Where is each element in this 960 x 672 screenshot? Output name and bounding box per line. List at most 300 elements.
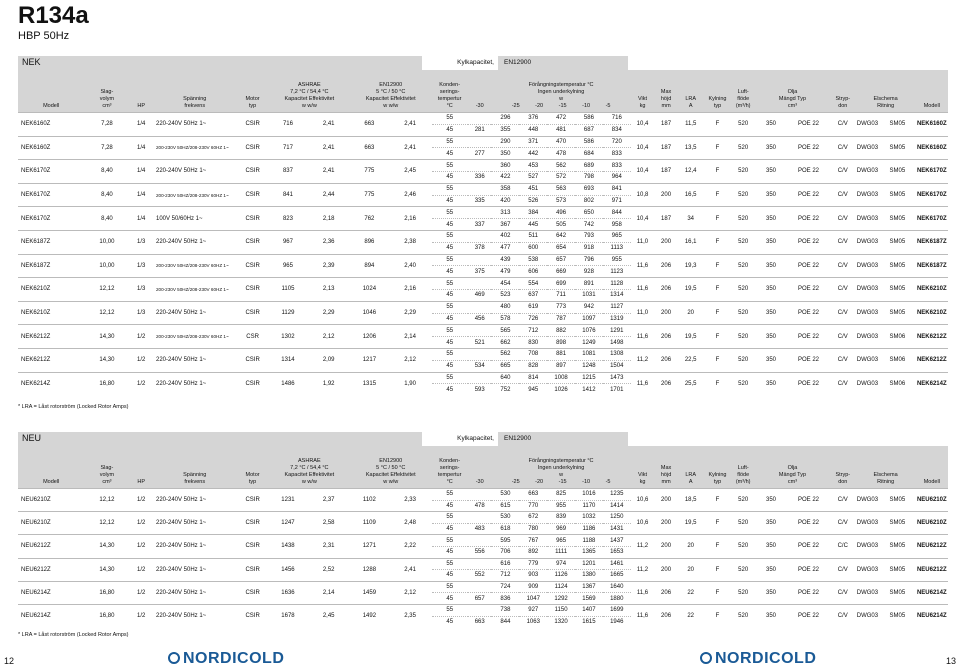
cell-hp: 1/3 — [129, 254, 153, 278]
cell-lra: 22,5 — [678, 348, 704, 372]
cell-elschema: DWG03 — [856, 372, 880, 396]
cell-kylning: F — [704, 325, 732, 349]
cell-evap-45: 1319 — [603, 313, 631, 325]
cell-kond-55: 55 — [432, 207, 468, 219]
cell-olja-mangd: 350 — [755, 207, 787, 231]
cell-m30-55 — [468, 558, 492, 570]
table-row — [18, 301, 948, 313]
cell-evap-45: 1431 — [603, 523, 631, 535]
cell-modell-right: NEK6210Z — [916, 301, 948, 325]
cell-olja-mangd: 350 — [755, 558, 787, 581]
cell-kond-45: 45 — [432, 616, 468, 628]
cell-ritning: SM06 — [879, 348, 915, 372]
table-row — [18, 535, 948, 547]
cell-modell: NEU6214Z — [18, 604, 84, 627]
cell-ashrae-kap: 716 — [269, 113, 308, 137]
cell-evap-45: 798 — [575, 171, 603, 183]
cell-evap-45: 1248 — [575, 360, 603, 372]
cell-olja-typ: POE 22 — [787, 604, 830, 627]
cell-evap-45: 687 — [575, 124, 603, 136]
nordicold-logo: NORDICOLD — [168, 650, 284, 668]
cell-olja-typ: POE 22 — [787, 160, 830, 184]
cell-evap-45: 654 — [547, 242, 575, 254]
table-row — [18, 183, 948, 195]
cell-evap-45: 903 — [519, 570, 547, 582]
cell-strypdon: C/V — [830, 136, 856, 160]
cell-modell: NEK6170Z — [18, 183, 84, 207]
cell-ashrae-kap: 1247 — [269, 512, 308, 535]
cell-ashrae-eff: 2,58 — [307, 512, 350, 535]
cell-elschema: DWG03 — [856, 230, 880, 254]
cell-luftflode: 520 — [731, 325, 755, 349]
cell-en-kap: 762 — [350, 207, 389, 231]
cell-m30-45: 375 — [468, 266, 492, 278]
cell-vikt: 10,6 — [631, 489, 655, 512]
cell-en-eff: 2,40 — [389, 254, 432, 278]
page-number-left: 12 — [4, 656, 15, 666]
cell-lra: 19,5 — [678, 325, 704, 349]
cell-hp: 1/3 — [129, 301, 153, 325]
cell-ritning: SM05 — [879, 512, 915, 535]
hdr-motor: Motor typ — [245, 472, 260, 485]
cell-m30-45: 277 — [468, 148, 492, 160]
cell-m30-45: 593 — [468, 384, 492, 396]
cell-ritning: SM05 — [879, 230, 915, 254]
nordicold-logo-right: NORDICOLD — [700, 650, 816, 668]
cell-modell: NEU6212Z — [18, 535, 84, 558]
cell-kond-45: 45 — [432, 242, 468, 254]
cell-evap-45: 523 — [491, 289, 519, 301]
cell-kond-55: 55 — [432, 113, 468, 125]
cell-evap-55: 384 — [519, 207, 547, 219]
data-table — [18, 488, 948, 628]
page-title: R134a — [18, 2, 89, 29]
cell-motor: CSIR — [237, 558, 269, 581]
cell-evap-45: 669 — [547, 266, 575, 278]
cell-evap-55: 650 — [575, 207, 603, 219]
table-row — [18, 136, 948, 148]
cell-ritning: SM05 — [879, 183, 915, 207]
cell-strypdon: C/V — [830, 372, 856, 396]
cell-luftflode: 520 — [731, 278, 755, 302]
cell-strypdon: C/V — [830, 604, 856, 627]
hdr-luftflode: Luft- flöde (m³/h) — [735, 465, 751, 485]
cell-evap-55: 1699 — [603, 604, 631, 616]
hdr-slagvolym: Slag- volym cm³ — [99, 465, 115, 485]
cell-evap-45: 573 — [547, 195, 575, 207]
cell-evap-55: 841 — [603, 183, 631, 195]
hdr-strypdon: Stryp- don — [835, 96, 851, 109]
cell-evap-55: 439 — [491, 254, 519, 266]
cell-evap-45: 1047 — [519, 593, 547, 605]
cell-evap-45: 367 — [491, 219, 519, 231]
cell-m30-55 — [468, 325, 492, 337]
cell-evap-45: 898 — [547, 337, 575, 349]
cell-evap-55: 642 — [547, 230, 575, 242]
cell-evap-55: 371 — [519, 136, 547, 148]
cell-olja-mangd: 350 — [755, 136, 787, 160]
cell-ashrae-kap: 1438 — [269, 535, 308, 558]
cell-evap-55: 708 — [519, 348, 547, 360]
cell-hp: 1/3 — [129, 278, 153, 302]
table-row — [18, 230, 948, 242]
cell-hp: 1/2 — [129, 372, 153, 396]
cell-ritning: SM05 — [879, 535, 915, 558]
cell-evap-45: 1665 — [603, 570, 631, 582]
hdr-luftflode: Luft- flöde (m³/h) — [735, 89, 751, 109]
cell-strypdon: C/V — [830, 558, 856, 581]
cell-evap-45: 1113 — [603, 242, 631, 254]
cell-evap-55: 296 — [491, 113, 519, 125]
hdr-hp: HP — [137, 479, 145, 485]
cell-ashrae-kap: 1302 — [269, 325, 308, 349]
cell-luftflode: 520 — [731, 113, 755, 137]
cell-m30-55 — [468, 301, 492, 313]
cell-luftflode: 520 — [731, 136, 755, 160]
cell-evap-55: 793 — [575, 230, 603, 242]
cell-maxhojd: 200 — [654, 535, 678, 558]
cell-evap-45: 1615 — [575, 616, 603, 628]
cell-m30-45: 521 — [468, 337, 492, 349]
cell-elschema: DWG03 — [856, 512, 880, 535]
cell-slagvolym: 14,30 — [84, 558, 129, 581]
cell-kond-55: 55 — [432, 535, 468, 547]
cell-kond-55: 55 — [432, 301, 468, 313]
cell-hp: 1/2 — [129, 604, 153, 627]
cell-kond-55: 55 — [432, 604, 468, 616]
cell-kylning: F — [704, 348, 732, 372]
cell-m30-45: 478 — [468, 500, 492, 512]
cell-kylning: F — [704, 535, 732, 558]
cell-lra: 25,5 — [678, 372, 704, 396]
cell-kond-55: 55 — [432, 254, 468, 266]
kylkapacitet-label: Kylkapacitet, — [422, 56, 498, 70]
cell-evap-45: 600 — [519, 242, 547, 254]
cell-evap-45: 918 — [575, 242, 603, 254]
cell-m30-55 — [468, 535, 492, 547]
cell-modell: NEK6187Z — [18, 230, 84, 254]
cell-evap-45: 572 — [547, 171, 575, 183]
hdr-kylning: Kylning typ — [708, 96, 727, 109]
cell-elschema: DWG03 — [856, 581, 880, 604]
cell-slagvolym: 7,28 — [84, 136, 129, 160]
cell-evap-45: 969 — [547, 523, 575, 535]
cell-ashrae-eff: 2,41 — [307, 136, 350, 160]
cell-olja-mangd: 350 — [755, 535, 787, 558]
cell-lra: 11,5 — [678, 113, 704, 137]
hdr-olja: Olja Mängd Typ cm³ — [778, 89, 807, 109]
kylkapacitet-label: Kylkapacitet, — [422, 432, 498, 446]
cell-evap-45: 1504 — [603, 360, 631, 372]
cell-ritning: SM05 — [879, 558, 915, 581]
cell-en-kap: 775 — [350, 183, 389, 207]
cell-vikt: 11,6 — [631, 604, 655, 627]
cell-evap-55: 693 — [575, 183, 603, 195]
cell-lra: 12,4 — [678, 160, 704, 184]
cell-ashrae-kap: 823 — [269, 207, 308, 231]
cell-luftflode: 520 — [731, 207, 755, 231]
cell-evap-55: 1367 — [575, 581, 603, 593]
cell-motor: CSIR — [237, 512, 269, 535]
cell-en-eff: 2,41 — [389, 136, 432, 160]
cell-modell-right: NEK6170Z — [916, 183, 948, 207]
cell-luftflode: 520 — [731, 535, 755, 558]
cell-en-eff: 1,90 — [389, 372, 432, 396]
section-label: NEK — [18, 56, 422, 70]
cell-evap-45: 928 — [575, 266, 603, 278]
cell-modell-right: NEK6210Z — [916, 278, 948, 302]
cell-spanning: 220-240V 50Hz 1~ — [153, 581, 237, 604]
cell-ashrae-eff: 2,14 — [307, 581, 350, 604]
cell-slagvolym: 16,80 — [84, 372, 129, 396]
table-row — [18, 581, 948, 593]
cell-evap-55: 451 — [519, 183, 547, 195]
cell-slagvolym: 7,28 — [84, 113, 129, 137]
cell-olja-mangd: 350 — [755, 183, 787, 207]
cell-luftflode: 520 — [731, 348, 755, 372]
cell-kond-45: 45 — [432, 313, 468, 325]
cell-hp: 1/4 — [129, 160, 153, 184]
cell-lra: 16,1 — [678, 230, 704, 254]
cell-strypdon: C/V — [830, 160, 856, 184]
cell-ashrae-eff: 1,92 — [307, 372, 350, 396]
cell-elschema: DWG03 — [856, 160, 880, 184]
cell-m30-55 — [468, 230, 492, 242]
cell-maxhojd: 187 — [654, 160, 678, 184]
cell-ritning: SM05 — [879, 254, 915, 278]
cell-evap-45: 1186 — [575, 523, 603, 535]
cell-evap-45: 481 — [547, 124, 575, 136]
nek-section — [18, 56, 948, 396]
cell-spanning: 200-230V 50HZ/208-230V 60HZ 1~ — [153, 325, 237, 349]
cell-m30-55 — [468, 207, 492, 219]
cell-ritning: SM05 — [879, 136, 915, 160]
cell-m30-55 — [468, 581, 492, 593]
cell-kylning: F — [704, 558, 732, 581]
cell-motor: CSIR — [237, 136, 269, 160]
cell-modell: NEU6214Z — [18, 581, 84, 604]
cell-olja-typ: POE 22 — [787, 183, 830, 207]
cell-olja-typ: POE 22 — [787, 136, 830, 160]
cell-evap-45: 830 — [519, 337, 547, 349]
cell-ashrae-eff: 2,13 — [307, 278, 350, 302]
cell-evap-45: 527 — [519, 171, 547, 183]
cell-evap-55: 965 — [547, 535, 575, 547]
hdr-en12900: EN12900 5 °C / 50 °C Kapacitet Effektivitet w w/w — [365, 82, 416, 109]
cell-slagvolym: 14,30 — [84, 535, 129, 558]
cell-m30-45: 663 — [468, 616, 492, 628]
cell-evap-55: 1215 — [575, 372, 603, 384]
cell-evap-55: 1124 — [547, 581, 575, 593]
hdr-modell: Modell — [43, 103, 60, 109]
cell-evap-45: 1026 — [547, 384, 575, 396]
cell-evap-55: 360 — [491, 160, 519, 172]
table-header — [18, 446, 948, 488]
cell-evap-45: 1111 — [547, 546, 575, 558]
cell-en-kap: 1102 — [350, 489, 389, 512]
cell-evap-55: 554 — [519, 278, 547, 290]
cell-m30-55 — [468, 136, 492, 148]
cell-olja-typ: POE 22 — [787, 535, 830, 558]
cell-ashrae-kap: 841 — [269, 183, 308, 207]
cell-evap-55: 1150 — [547, 604, 575, 616]
cell-ritning: SM06 — [879, 325, 915, 349]
cell-modell-right: NEU6214Z — [916, 581, 948, 604]
cell-evap-55: 454 — [491, 278, 519, 290]
nek-footnote: * LRA = Låst rotorström (Locked Rotor Amps) — [18, 404, 129, 410]
cell-elschema: DWG03 — [856, 348, 880, 372]
cell-evap-55: 839 — [547, 512, 575, 524]
cell-kond-45: 45 — [432, 148, 468, 160]
cell-hp: 1/4 — [129, 183, 153, 207]
cell-m30-45: 378 — [468, 242, 492, 254]
cell-modell-right: NEK6214Z — [916, 372, 948, 396]
page-number-right: 13 — [945, 656, 956, 666]
cell-evap-55: 699 — [547, 278, 575, 290]
cell-m30-45: 534 — [468, 360, 492, 372]
cell-luftflode: 520 — [731, 512, 755, 535]
cell-modell: NEU6210Z — [18, 489, 84, 512]
cell-ashrae-eff: 2,09 — [307, 348, 350, 372]
cell-en-kap: 1459 — [350, 581, 389, 604]
cell-slagvolym: 16,80 — [84, 581, 129, 604]
cell-kylning: F — [704, 230, 732, 254]
cell-luftflode: 520 — [731, 581, 755, 604]
cell-vikt: 10,6 — [631, 512, 655, 535]
cell-m30-45: 281 — [468, 124, 492, 136]
cell-evap-55: 480 — [491, 301, 519, 313]
cell-slagvolym: 12,12 — [84, 301, 129, 325]
cell-vikt: 11,6 — [631, 278, 655, 302]
cell-en-kap: 1217 — [350, 348, 389, 372]
table-row — [18, 604, 948, 616]
neu-section — [18, 432, 948, 632]
cell-kond-45: 45 — [432, 570, 468, 582]
cell-spanning: 220-240V 50Hz 1~ — [153, 230, 237, 254]
table-row — [18, 558, 948, 570]
cell-evap-55: 881 — [547, 348, 575, 360]
cell-lra: 34 — [678, 207, 704, 231]
cell-hp: 1/2 — [129, 535, 153, 558]
en12900-label: EN12900 — [498, 56, 628, 70]
cell-evap-45: 1126 — [547, 570, 575, 582]
cell-m30-55 — [468, 254, 492, 266]
hdr-forangning: Förångningstemperatur °C Ingen underkylning w -25 -20 -15 -10 -5 — [511, 82, 611, 109]
cell-motor: CSIR — [237, 113, 269, 137]
cell-ashrae-kap: 1105 — [269, 278, 308, 302]
table-header — [18, 70, 948, 112]
cell-modell: NEK6212Z — [18, 325, 84, 349]
cell-m30-55 — [468, 160, 492, 172]
cell-lra: 19,5 — [678, 512, 704, 535]
cell-en-eff: 2,12 — [389, 348, 432, 372]
cell-spanning: 220-240V 50Hz 1~ — [153, 558, 237, 581]
cell-strypdon: C/V — [830, 183, 856, 207]
cell-spanning: 200-230V 50HZ/208-230V 60HZ 1~ — [153, 183, 237, 207]
cell-evap-45: 662 — [491, 337, 519, 349]
cell-modell-right: NEK6187Z — [916, 230, 948, 254]
cell-modell: NEU6212Z — [18, 558, 84, 581]
cell-kond-55: 55 — [432, 581, 468, 593]
cell-modell: NEU6210Z — [18, 512, 84, 535]
cell-strypdon: C/V — [830, 207, 856, 231]
cell-evap-55: 712 — [519, 325, 547, 337]
cell-hp: 1/2 — [129, 325, 153, 349]
table-row — [18, 372, 948, 384]
cell-evap-55: 530 — [491, 489, 519, 501]
cell-hp: 1/2 — [129, 512, 153, 535]
cell-ashrae-eff: 2,12 — [307, 325, 350, 349]
hdr-lra: LRA A — [685, 96, 697, 109]
cell-evap-45: 1249 — [575, 337, 603, 349]
cell-evap-45: 964 — [603, 171, 631, 183]
cell-m30-45: 336 — [468, 171, 492, 183]
table-row — [18, 160, 948, 172]
cell-lra: 19,5 — [678, 278, 704, 302]
cell-hp: 1/2 — [129, 489, 153, 512]
cell-motor: CSIR — [237, 348, 269, 372]
cell-elschema: DWG03 — [856, 254, 880, 278]
cell-en-eff: 2,46 — [389, 183, 432, 207]
cell-en-eff: 2,33 — [389, 489, 432, 512]
cell-maxhojd: 200 — [654, 183, 678, 207]
cell-elschema: DWG03 — [856, 136, 880, 160]
data-table — [18, 112, 948, 396]
cell-evap-45: 1031 — [575, 289, 603, 301]
cell-kond-45: 45 — [432, 523, 468, 535]
cell-strypdon: C/V — [830, 348, 856, 372]
cell-evap-45: 844 — [491, 616, 519, 628]
cell-kylning: F — [704, 372, 732, 396]
cell-modell-right: NEK6212Z — [916, 348, 948, 372]
cell-en-eff: 2,45 — [389, 160, 432, 184]
cell-evap-55: 663 — [519, 489, 547, 501]
cell-en-kap: 1046 — [350, 301, 389, 325]
cell-ashrae-kap: 1486 — [269, 372, 308, 396]
cell-evap-55: 563 — [547, 183, 575, 195]
cell-maxhojd: 206 — [654, 254, 678, 278]
cell-evap-55: 844 — [603, 207, 631, 219]
cell-vikt: 11,6 — [631, 254, 655, 278]
cell-en-kap: 1271 — [350, 535, 389, 558]
cell-motor: CSIR — [237, 160, 269, 184]
cell-evap-45: 971 — [603, 195, 631, 207]
cell-spanning: 220-240V 50Hz 1~ — [153, 301, 237, 325]
cell-evap-45: 955 — [547, 500, 575, 512]
cell-slagvolym: 12,12 — [84, 278, 129, 302]
cell-m30-55 — [468, 489, 492, 501]
cell-evap-55: 1127 — [603, 301, 631, 313]
cell-maxhojd: 200 — [654, 489, 678, 512]
cell-olja-typ: POE 22 — [787, 254, 830, 278]
cell-kond-55: 55 — [432, 489, 468, 501]
cell-kond-45: 45 — [432, 266, 468, 278]
cell-m30-45: 552 — [468, 570, 492, 582]
hdr-spanning: Spänning frekvens — [183, 96, 207, 109]
cell-evap-55: 1016 — [575, 489, 603, 501]
cell-kylning: F — [704, 183, 732, 207]
cell-evap-55: 796 — [575, 254, 603, 266]
cell-evap-55: 470 — [547, 136, 575, 148]
cell-modell: NEK6210Z — [18, 301, 84, 325]
cell-ashrae-kap: 717 — [269, 136, 308, 160]
cell-evap-55: 891 — [575, 278, 603, 290]
cell-evap-45: 1569 — [575, 593, 603, 605]
cell-strypdon: C/C — [830, 535, 856, 558]
cell-evap-45: 526 — [519, 195, 547, 207]
cell-vikt: 10,4 — [631, 207, 655, 231]
cell-spanning: 220-240V 50Hz 1~ — [153, 160, 237, 184]
